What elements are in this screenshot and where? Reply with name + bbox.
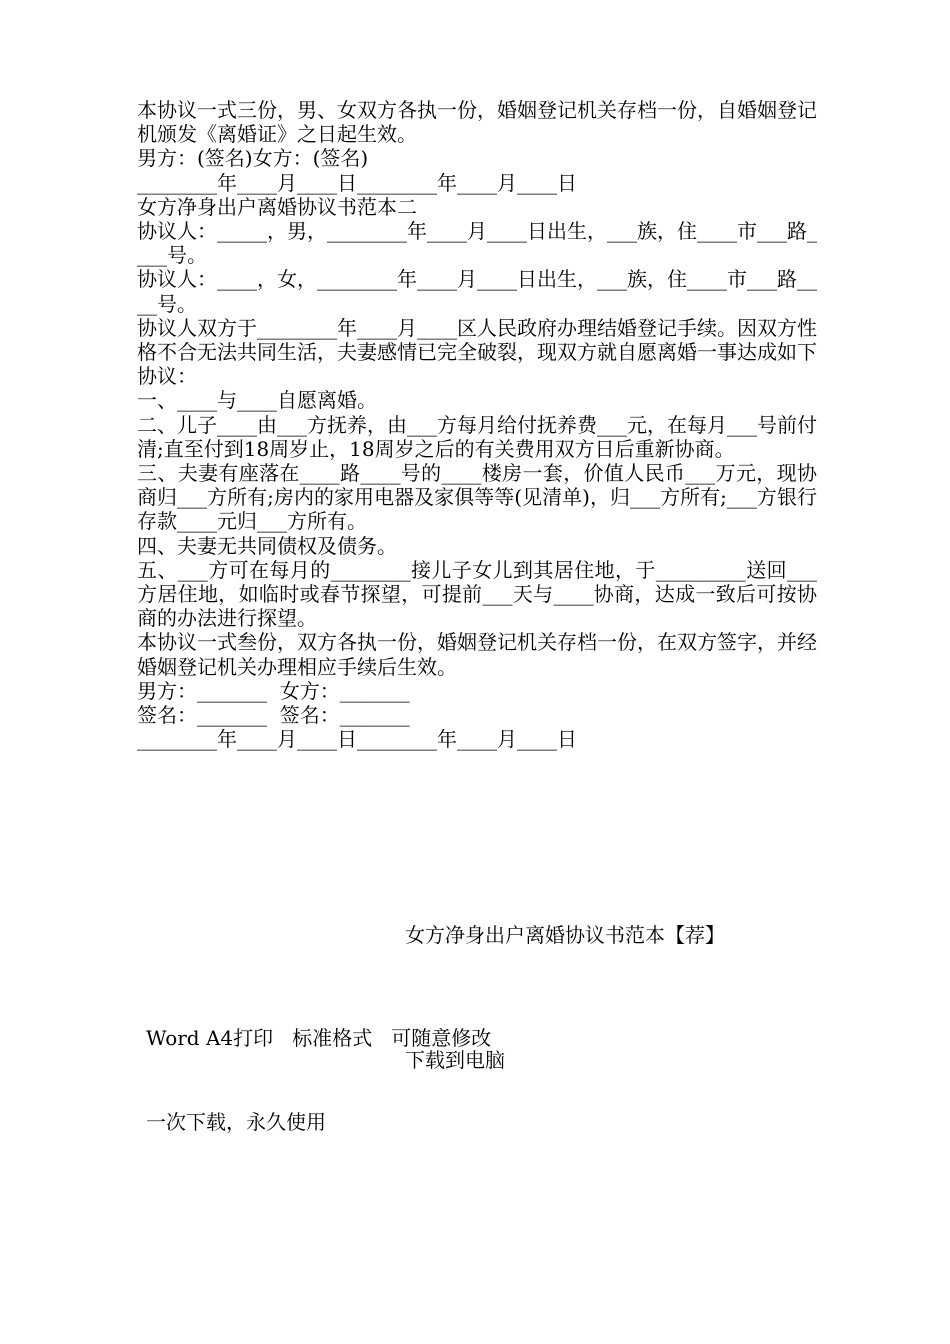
signature-line-names: 签名：_______ 签名：_______ bbox=[137, 703, 410, 728]
download-button[interactable]: 下载到电脑 bbox=[405, 1048, 505, 1072]
clause-4: 四、夫妻无共同债权及债务。 bbox=[137, 533, 397, 558]
paragraph-validity: 本协议一式三份，男、女双方各执一份，婚姻登记机关存档一份，自婚姻登记机颁发《离婚证》之日起生效。 bbox=[137, 98, 817, 147]
signature-line-parties: 男方：_______ 女方：_______ bbox=[137, 678, 410, 703]
paragraph-party-female: 协议人：____，女，________年____月____日出生，___族，住____市___路____号。 bbox=[137, 267, 817, 316]
promo-feature-line-1: Word A4打印 标准格式 可随意修改 bbox=[146, 1026, 492, 1050]
promo-feature-line-2: 一次下载，永久使用 bbox=[146, 1110, 326, 1134]
paragraph-effect: 本协议一式叁份，双方各执一份，婚姻登记机关存档一份，在双方签字，并经婚姻登记机关办理相应手续后生效。 bbox=[137, 630, 817, 679]
document-body bbox=[137, 98, 817, 751]
clause-1: 一、____与____自愿离婚。 bbox=[137, 388, 377, 413]
promo-title: 女方净身出户离婚协议书范本【荐】 bbox=[405, 923, 725, 947]
paragraph-dates: ________年____月____日________年____月____日 bbox=[137, 170, 577, 195]
paragraph-party-male: 协议人：_____，男，________年____月____日出生，___族，住____市___路____号。 bbox=[137, 219, 817, 268]
clause-5: 五、___方可在每月的________接儿子女儿到其居住地，于_________送回___方居住地，如临时或春节探望，可提前___天与____协商，达成一致后可按协商的办法进行探望。 bbox=[137, 557, 817, 631]
paragraph-signatures: 男方：(签名)女方：(签名) bbox=[137, 146, 369, 171]
clause-3: 三、夫妻有座落在____路____号的____楼房一套，价值人民币___万元，现协商归___方所有;房内的家用电器及家俱等等(见清单)，归___方所有;___方银行存款____元归___方所有。 bbox=[137, 461, 817, 534]
paragraph-preamble: 协议人双方于________年____月____区人民政府办理结婚登记手续。因双方性格不合无法共同生活，夫妻感情已完全破裂，现双方就自愿离婚一事达成如下协议： bbox=[137, 315, 817, 389]
signature-line-dates: ________年____月____日________年____月____日 bbox=[137, 727, 577, 752]
section-heading: 女方净身出户离婚协议书范本二 bbox=[137, 194, 417, 219]
clause-2: 二、儿子____由___方抚养，由___方每月给付抚养费___元，在每月___号前付清;直至付到18周岁止，18周岁之后的有关费用双方日后重新协商。 bbox=[137, 412, 817, 461]
